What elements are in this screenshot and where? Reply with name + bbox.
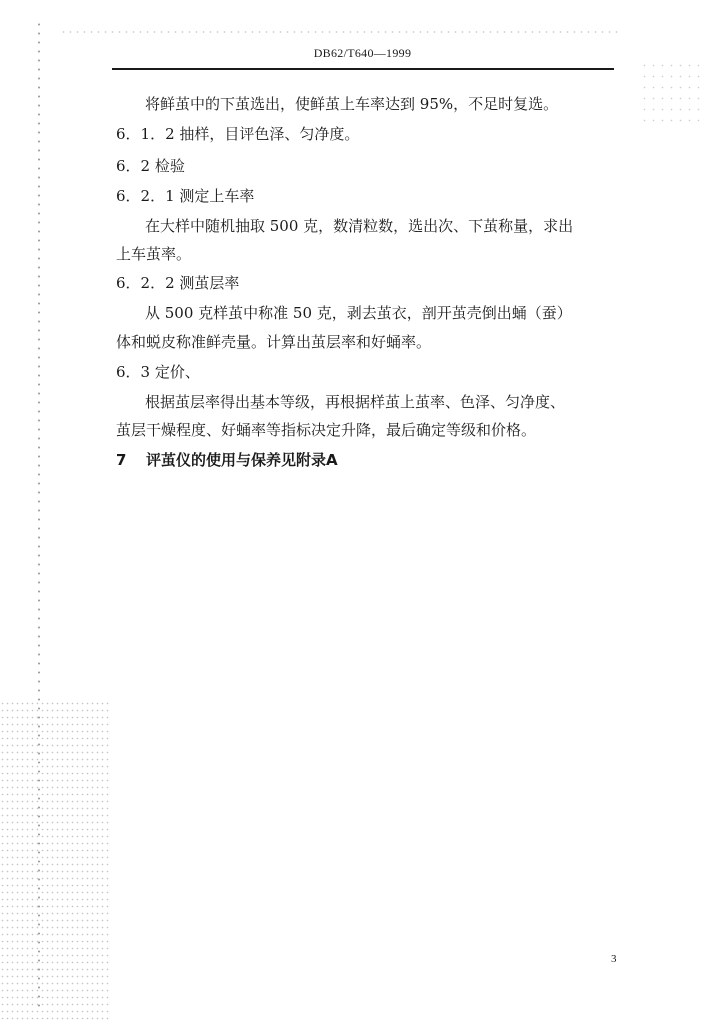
scan-noise-bottom-left [0,700,110,1020]
paragraph-shell-rate-line2: 体和蜕皮称准鲜壳量。计算出茧层率和好蛹率。 [116,333,432,351]
section-7-title: 评茧仪的使用与保养见附录A [146,451,338,469]
paragraph-shell-rate-line1: 从 500 克样茧中称准 50 克，剥去茧衣，剖开茧壳倒出蛹（蚕） [145,304,572,322]
paragraph-sort-cocoons: 将鲜茧中的下茧选出，使鲜茧上车率达到 95%，不足时复选。 [145,95,559,113]
scan-noise-top [60,30,620,34]
section-7-heading [116,450,338,470]
section-6-2-1-heading: 6．2．1 测定上车率 [116,187,255,205]
document-number-header: DB62/T640—1999 [313,46,412,60]
paragraph-pricing-line1: 根据茧层率得出基本等级，再根据样茧上茧率、色泽、匀净度、 [145,393,566,411]
scan-noise-top-right [640,60,700,130]
section-6-3-heading: 6．3 定价、 [116,363,200,381]
section-6-1-2: 6．1．2 抽样，目评色泽、匀净度。 [116,125,360,143]
section-6-2-heading: 6．2 检验 [116,157,185,175]
header-rule [112,68,614,70]
section-7-number: 7 [116,451,127,469]
paragraph-pricing-line2: 茧层干燥程度、好蛹率等指标决定升降，最后确定等级和价格。 [116,421,537,439]
paragraph-reeling-rate-line2: 上车茧率。 [116,245,192,263]
paragraph-reeling-rate-line1: 在大样中随机抽取 500 克，数清粒数，选出次、下茧称量，求出 [145,217,574,235]
section-6-2-2-heading: 6．2．2 测茧层率 [116,274,240,292]
page-number: 3 [611,953,617,965]
